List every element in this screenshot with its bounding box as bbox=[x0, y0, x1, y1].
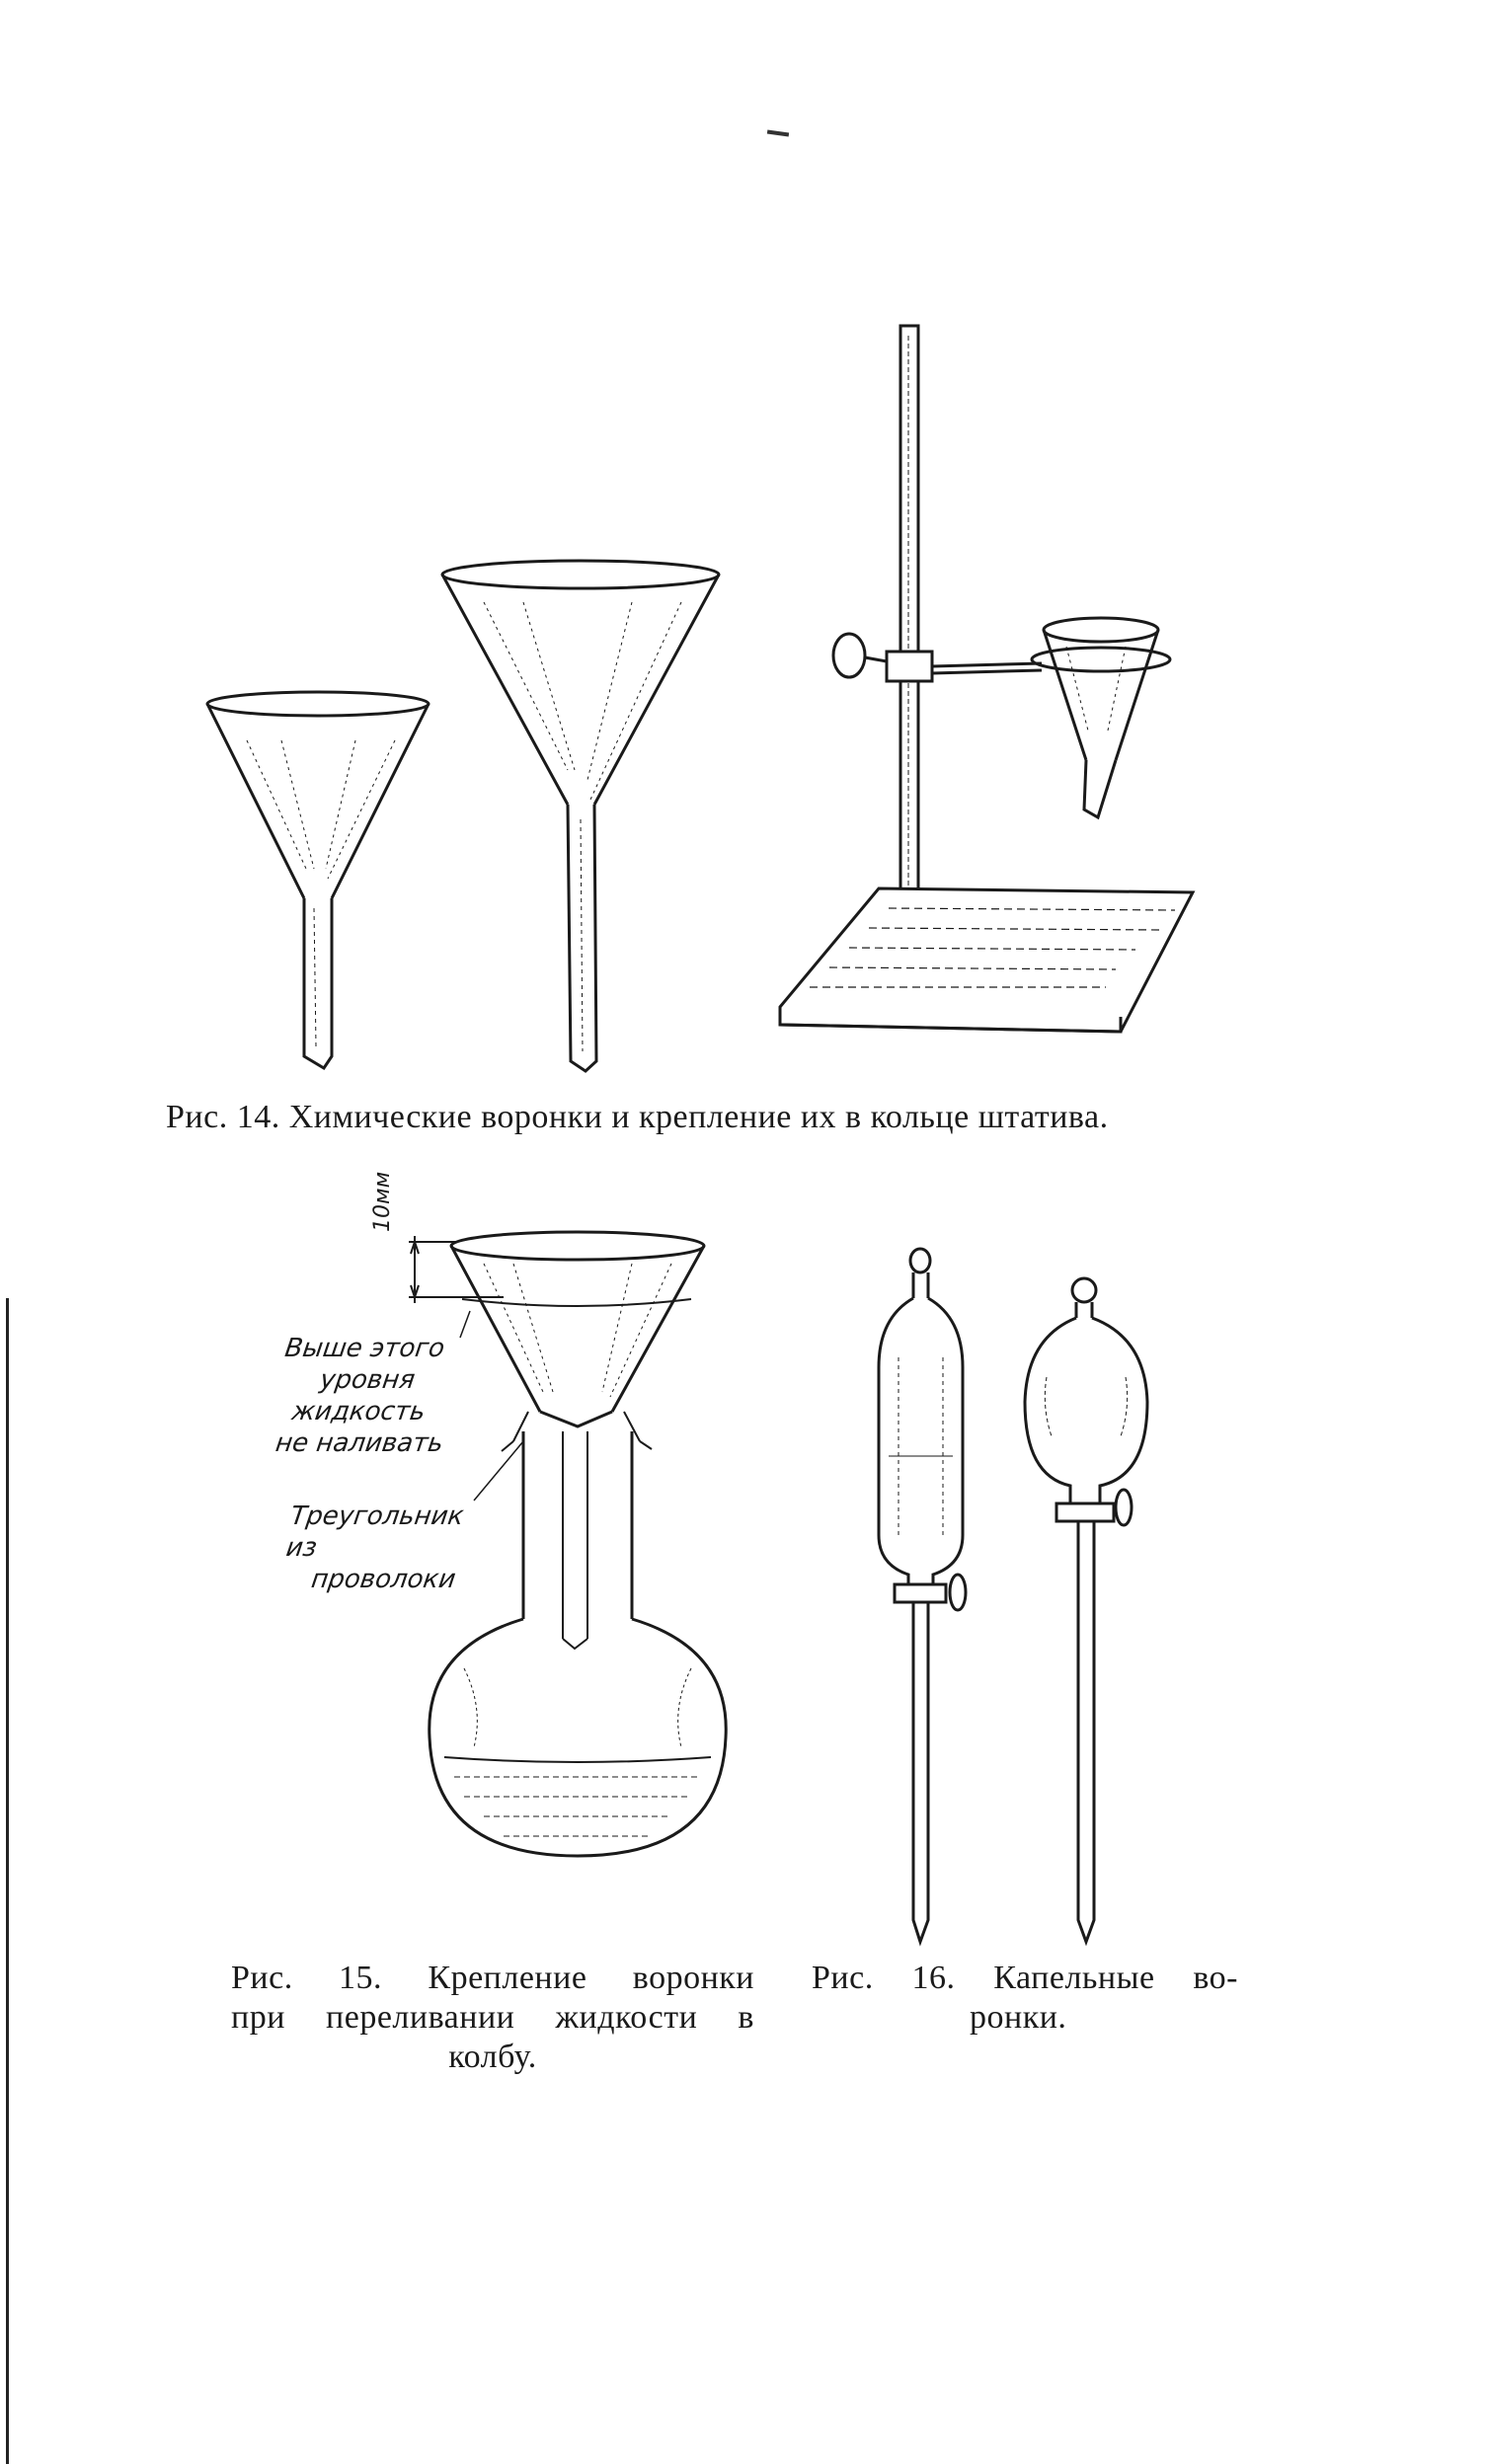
figure-16-caption-line: Рис. 16. Капельные во- bbox=[812, 1960, 1238, 1996]
cylindrical-dropping-funnel-drawing bbox=[879, 1249, 966, 1942]
figure-15-caption-line: при переливании жидкости в bbox=[231, 1999, 754, 2036]
round-flask-drawing bbox=[430, 1431, 726, 1856]
triangle-label-line: проволоки bbox=[309, 1565, 458, 1594]
figure-15-caption bbox=[231, 1959, 754, 2077]
small-funnel-drawing bbox=[207, 692, 429, 1068]
triangle-label bbox=[279, 1501, 490, 1595]
warning-label-line: не наливать bbox=[274, 1428, 445, 1458]
ring-stand-drawing bbox=[780, 326, 1193, 1032]
figure-16-caption bbox=[812, 1959, 1238, 2038]
large-funnel-drawing bbox=[442, 561, 719, 1071]
warning-label-line: уровня bbox=[318, 1365, 418, 1395]
figure-15-caption-line: Рис. 15. Крепление воронки bbox=[231, 1960, 754, 1996]
stray-mark bbox=[767, 129, 789, 136]
warning-label bbox=[270, 1333, 485, 1459]
funnel-on-flask-drawing bbox=[451, 1232, 704, 1451]
figure-16-illustration bbox=[859, 1239, 1175, 1950]
figure-15-caption-line: колбу. bbox=[448, 2039, 537, 2075]
page-edge-line bbox=[6, 1298, 9, 2464]
warning-label-line: Выше этого bbox=[282, 1334, 447, 1363]
warning-label-line: жидкость bbox=[289, 1397, 428, 1426]
figure-14-caption: Рис. 14. Химические воронки и крепление их в кольце штатива. bbox=[166, 1099, 1109, 1135]
triangle-label-line: Треугольник из bbox=[283, 1502, 466, 1563]
spherical-dropping-funnel-drawing bbox=[1025, 1278, 1147, 1942]
dimension-label: 10мм bbox=[370, 1171, 395, 1232]
figure-16-caption-line: ронки. bbox=[970, 1999, 1067, 2036]
figure-14-illustration bbox=[188, 306, 1224, 1076]
